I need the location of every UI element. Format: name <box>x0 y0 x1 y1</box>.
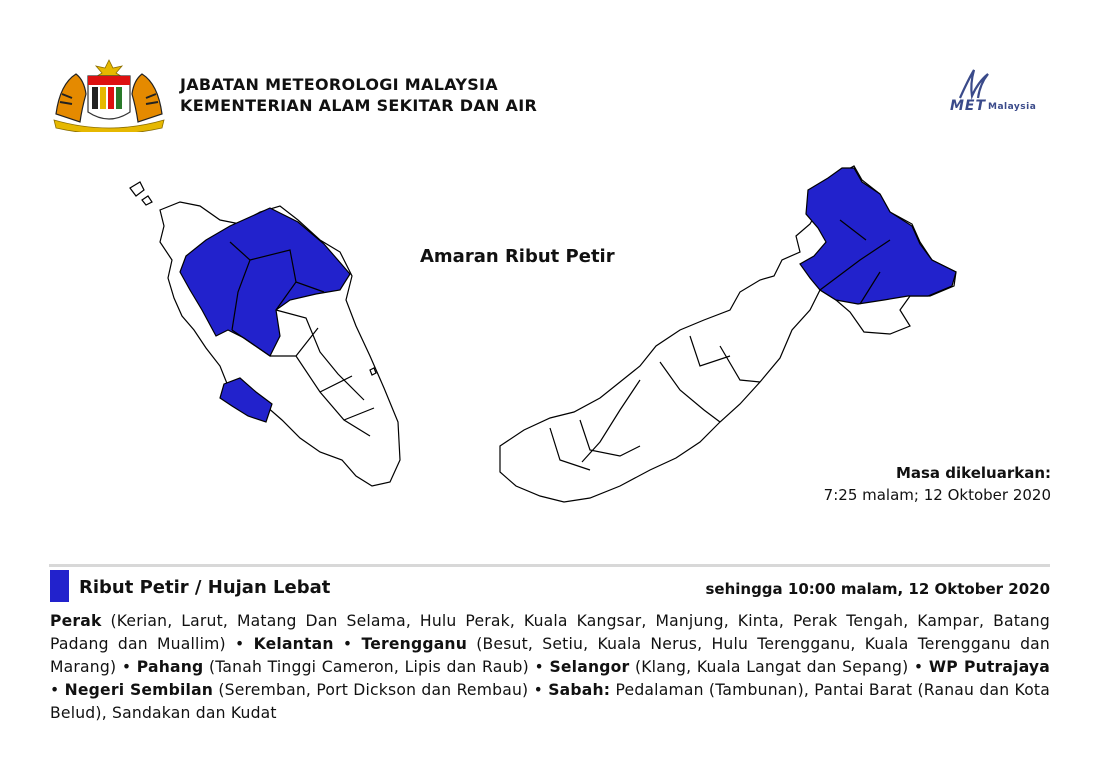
borneo-malaysia <box>500 166 956 502</box>
state-name: Terengganu <box>361 635 468 653</box>
state-detail: (Kerian, Larut, Matang Dan Selama, Hulu Perak, Kuala Kangsar, Manjung, Kinta, Perak Tengah, Kampar, Batang Padang dan Muallim) <box>50 612 1050 653</box>
coat-of-arms-icon <box>48 54 170 132</box>
issued-time <box>824 462 1051 506</box>
legend-swatch <box>50 570 69 602</box>
met-logo-text: MET <box>950 98 987 114</box>
divider <box>49 564 1050 567</box>
affected-areas: Perak (Kerian, Larut, Matang Dan Selama, Hulu Perak, Kuala Kangsar, Manjung, Kinta, Perak Tengah, Kampar, Batang Padang dan Muallim) • Kelantan • Terengganu (Besut, Setiu, Kuala Nerus, Hulu Terengganu, Kuala Terengganu dan Marang) • Pahang (Tanah Tinggi Cameron, Lipis dan Raub) • Selangor (Klang, Kuala Langat dan Sepang) • WP Putrajaya • Negeri Sembilan (Seremban, Port Dickson dan Rembau) • Sabah: Pedalaman (Tambunan), Pantai Barat (Ranau dan Kota Belud), Sandakan dan Kudat <box>50 612 1051 722</box>
state-name: Negeri Sembilan <box>64 681 214 699</box>
state-detail: Pedalaman (Tambunan), Pantai Barat (Ranau dan Kota Belud), Sandakan dan Kudat <box>50 681 1051 722</box>
issued-label: Masa dikeluarkan: <box>895 464 1051 482</box>
state-detail: (Klang, Kuala Langat dan Sepang) <box>629 658 914 676</box>
valid-until: sehingga 10:00 malam, 12 Oktober 2020 <box>705 580 1050 598</box>
header <box>48 54 1058 134</box>
issued-value: 7:25 malam; 12 Oktober 2020 <box>823 486 1051 504</box>
state-name: Pahang <box>136 658 204 676</box>
legend-title: Ribut Petir / Hujan Lebat <box>79 577 331 598</box>
peninsular-malaysia <box>130 182 400 486</box>
state-name: Selangor <box>549 658 630 676</box>
agency-name <box>180 74 537 116</box>
state-name: Kelantan <box>253 635 334 653</box>
state-detail: (Besut, Setiu, Kuala Nerus, Hulu Terengganu, Kuala Terengganu dan Marang) <box>50 635 1051 676</box>
state-name: WP Putrajaya <box>928 658 1051 676</box>
agency-line-1: JABATAN METEOROLOGI MALAYSIA <box>180 75 498 94</box>
state-name: Perak <box>50 612 102 630</box>
agency-line-2: KEMENTERIAN ALAM SEKITAR DAN AIR <box>180 96 538 115</box>
state-name: Sabah: <box>548 681 611 699</box>
state-detail: (Seremban, Port Dickson dan Rembau) <box>213 681 534 699</box>
state-detail: (Tanah Tinggi Cameron, Lipis dan Raub) <box>203 658 535 676</box>
met-malaysia-logo <box>938 68 1058 120</box>
met-logo-subtext: Malaysia <box>988 102 1037 112</box>
state-detail <box>334 635 343 653</box>
map-title: Amaran Ribut Petir <box>420 246 615 267</box>
